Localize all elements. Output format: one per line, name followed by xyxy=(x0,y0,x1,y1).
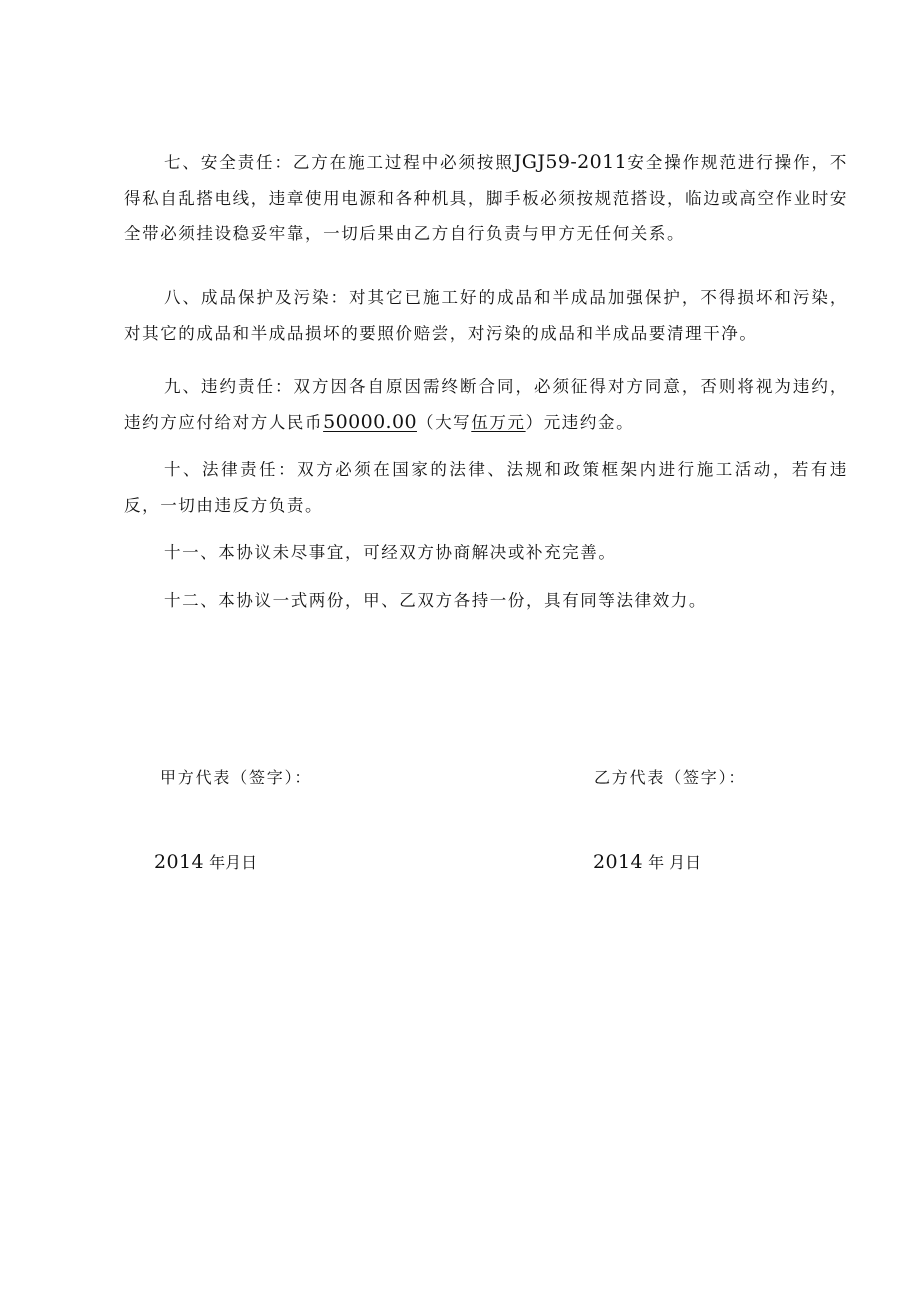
party-a-date-rest: 年月日 xyxy=(209,853,258,872)
clause-10-legal xyxy=(124,452,848,523)
party-a-date xyxy=(154,850,257,873)
clause-8-protection xyxy=(124,280,848,351)
clause-7-safety xyxy=(124,145,848,252)
clause-9-penalty-amount-words: 伍万元 xyxy=(471,412,526,432)
clause-12-text: 十二、本协议一式两份，甲、乙双方各持一份，具有同等法律效力。 xyxy=(164,591,707,610)
party-b-signature-label: 乙方代表（签字）： xyxy=(594,768,747,787)
clause-11-supplement xyxy=(124,535,848,571)
party-b-date-year: 2014 xyxy=(593,851,643,873)
clause-8-text: 八、成品保护及污染：对其它已施工好的成品和半成品加强保护，不得损坏和污染，对其它的成品和半成品损坏的要照价赔尝，对污染的成品和半成品要清理干净。 xyxy=(124,288,848,343)
clause-9-text-mid: （大写 xyxy=(416,412,472,432)
party-b-date-rest: 年 月日 xyxy=(648,853,702,872)
party-b-date xyxy=(593,850,701,873)
clause-9-breach xyxy=(124,369,848,440)
party-a-signature-label: 甲方代表（签字）： xyxy=(160,768,313,787)
party-a-date-year: 2014 xyxy=(154,851,204,873)
clause-9-text-pre: 九、违约责任：双方因各自原因需终断合同，必须征得对方同意，否则将视为违约，违约方应付给对方人民币 xyxy=(124,377,848,432)
clause-9-penalty-amount: 50000.00 xyxy=(323,410,417,433)
clause-7-text-post: 安全操作规范进行操作，不得私自乱搭电线，违章使用电源和各种机具，脚手板必须按规范搭设，临边或高空作业时安全带必须挂设稳妥牢靠，一切后果由乙方自行负责与甲方无任何关系。 xyxy=(124,153,848,243)
clause-9-text-post: ）元违约金。 xyxy=(525,412,635,432)
clause-12-copies xyxy=(124,583,848,619)
clause-7-standard-code: JGJ59-2011 xyxy=(513,151,628,173)
clause-10-text: 十、法律责任：双方必须在国家的法律、法规和政策框架内进行施工活动，若有违反，一切由违反方负责。 xyxy=(124,460,848,515)
clause-7-text-pre: 七、安全责任：乙方在施工过程中必须按照 xyxy=(164,153,514,172)
clause-11-text: 十一、本协议未尽事宜，可经双方协商解决或补充完善。 xyxy=(164,543,617,562)
